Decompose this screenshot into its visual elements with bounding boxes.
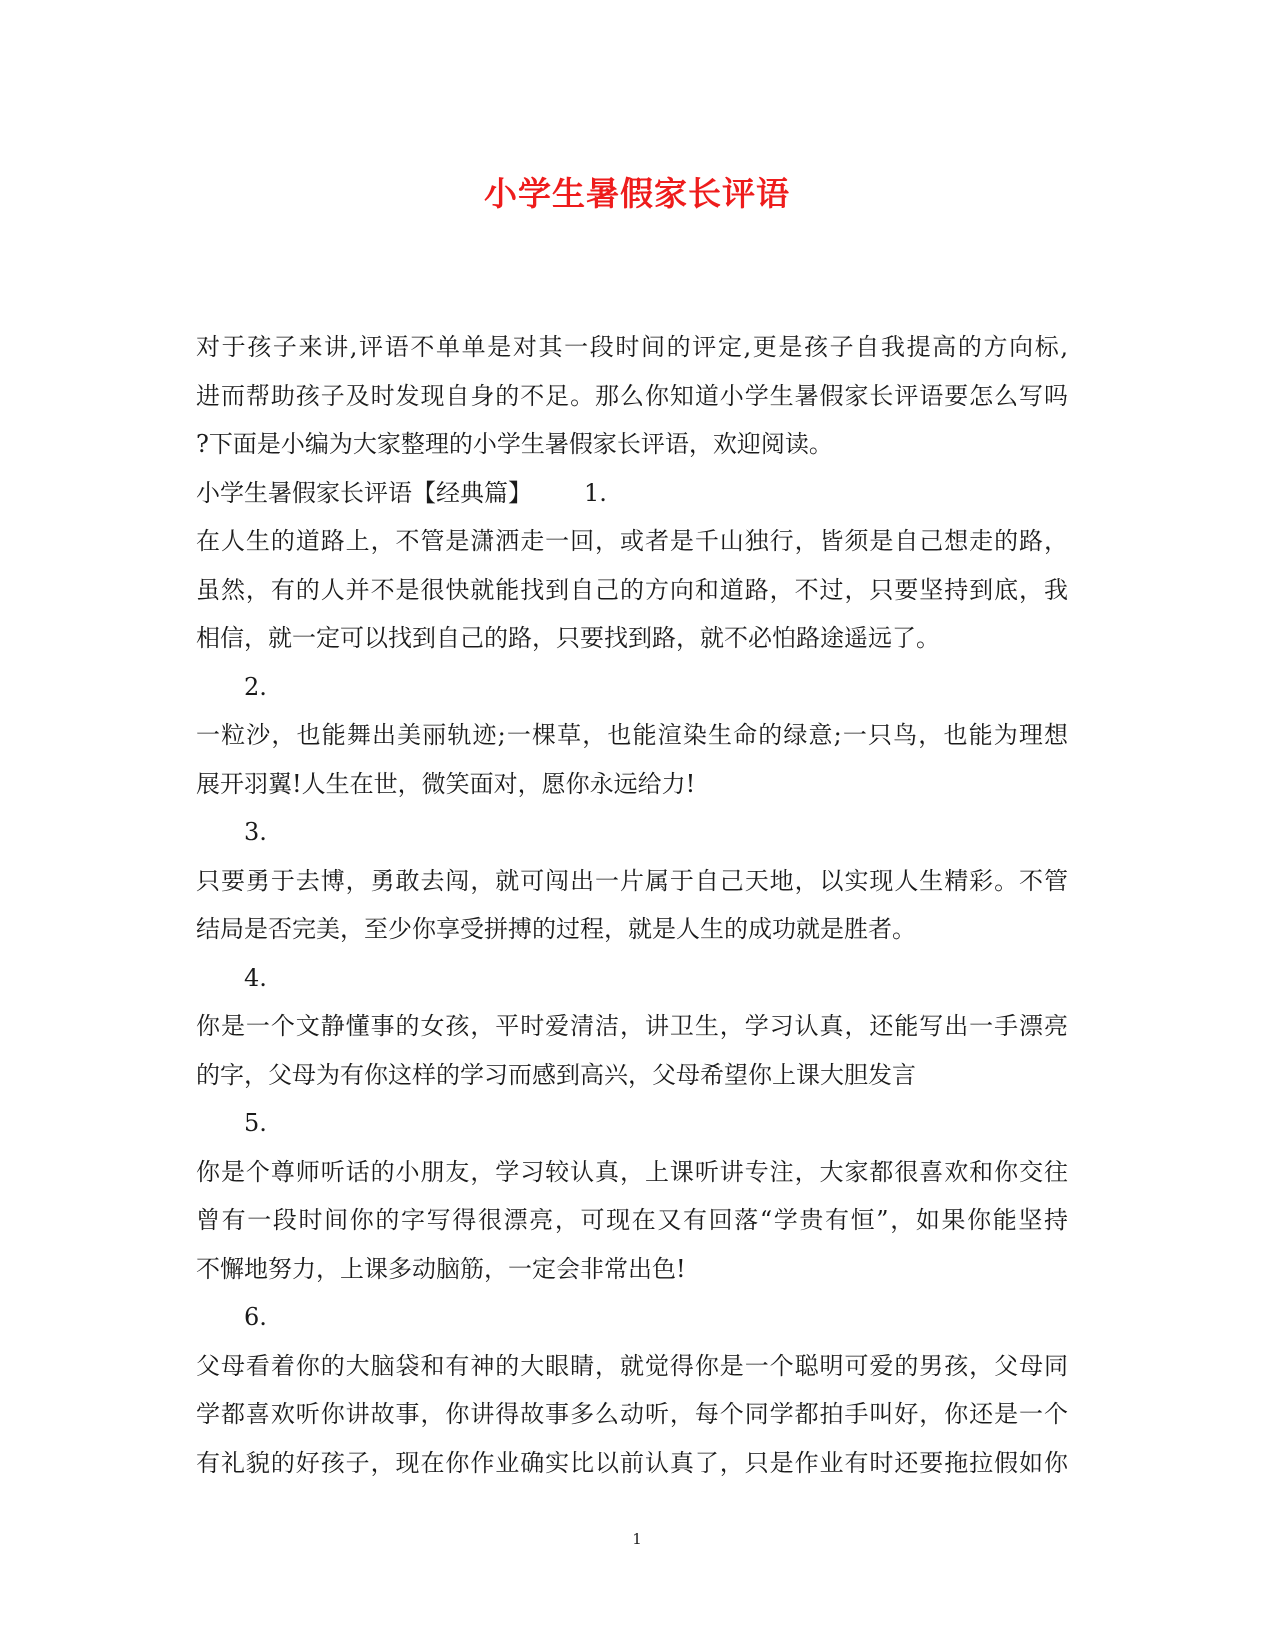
item-line: 父母看着你的大脑袋和有神的大眼睛，就觉得你是一个聪明可爱的男孩，父母同 <box>196 1351 1068 1380</box>
item-line: 你是个尊师听话的小朋友，学习较认真，上课听讲专注，大家都很喜欢和你交往 <box>196 1157 1068 1186</box>
item-number: 4. <box>244 963 267 992</box>
item-line: 虽然，有的人并不是很快就能找到自己的方向和道路，不过，只要坚持到底，我 <box>196 575 1068 604</box>
item-line: 结局是否完美，至少你享受拼搏的过程，就是人生的成功就是胜者。 <box>196 915 916 943</box>
item-line: 学都喜欢听你讲故事，你讲得故事多么动听，每个同学都拍手叫好，你还是一个 <box>196 1400 1068 1428</box>
item-line: 相信，就一定可以找到自己的路，只要找到路，就不必怕路途遥远了。 <box>196 624 940 652</box>
item-line: 你是一个文静懂事的女孩，平时爱清洁，讲卫生，学习认真，还能写出一手漂亮 <box>196 1012 1068 1040</box>
item-line: 一粒沙，也能舞出美丽轨迹;一棵草，也能渲染生命的绿意;一只鸟，也能为理想 <box>196 721 1068 749</box>
item-line: 不懈地努力，上课多动脑筋，一定会非常出色! <box>196 1254 686 1283</box>
item-number: 3. <box>244 818 267 846</box>
item-line: 只要勇于去博，勇敢去闯，就可闯出一片属于自己天地，以实现人生精彩。不管 <box>196 866 1068 895</box>
intro-line: 对于孩子来讲,评语不单单是对其一段时间的评定,更是孩子自我提高的方向标, <box>196 333 1068 361</box>
item-number: 5. <box>244 1109 267 1137</box>
item-line: 的字，父母为有你这样的学习而感到高兴，父母希望你上课大胆发言 <box>196 1060 916 1089</box>
intro-line: ?下面是小编为大家整理的小学生暑假家长评语，欢迎阅读。 <box>196 430 833 458</box>
document-body <box>196 323 1068 1487</box>
item-line: 曾有一段时间你的字写得很漂亮，可现在又有回落“学贵有恒”，如果你能坚持 <box>196 1206 1068 1234</box>
item-number: 1. <box>584 478 607 507</box>
item-line: 在人生的道路上，不管是潇洒走一回，或者是千山独行，皆须是自己想走的路， <box>196 527 1068 555</box>
page-number: 1 <box>632 1530 642 1548</box>
item-line: 展开羽翼!人生在世，微笑面对，愿你永远给力! <box>196 769 696 798</box>
item-line: 有礼貌的好孩子，现在你作业确实比以前认真了，只是作业有时还要拖拉假如你 <box>196 1448 1068 1477</box>
document-title: 小学生暑假家长评语 <box>484 174 790 213</box>
intro-line: 进而帮助孩子及时发现自身的不足。那么你知道小学生暑假家长评语要怎么写吗 <box>196 381 1068 410</box>
section-heading: 小学生暑假家长评语【经典篇】 <box>196 478 532 507</box>
item-number: 2. <box>244 672 267 701</box>
section-heading-line <box>196 469 1068 518</box>
item-number: 6. <box>244 1303 267 1331</box>
